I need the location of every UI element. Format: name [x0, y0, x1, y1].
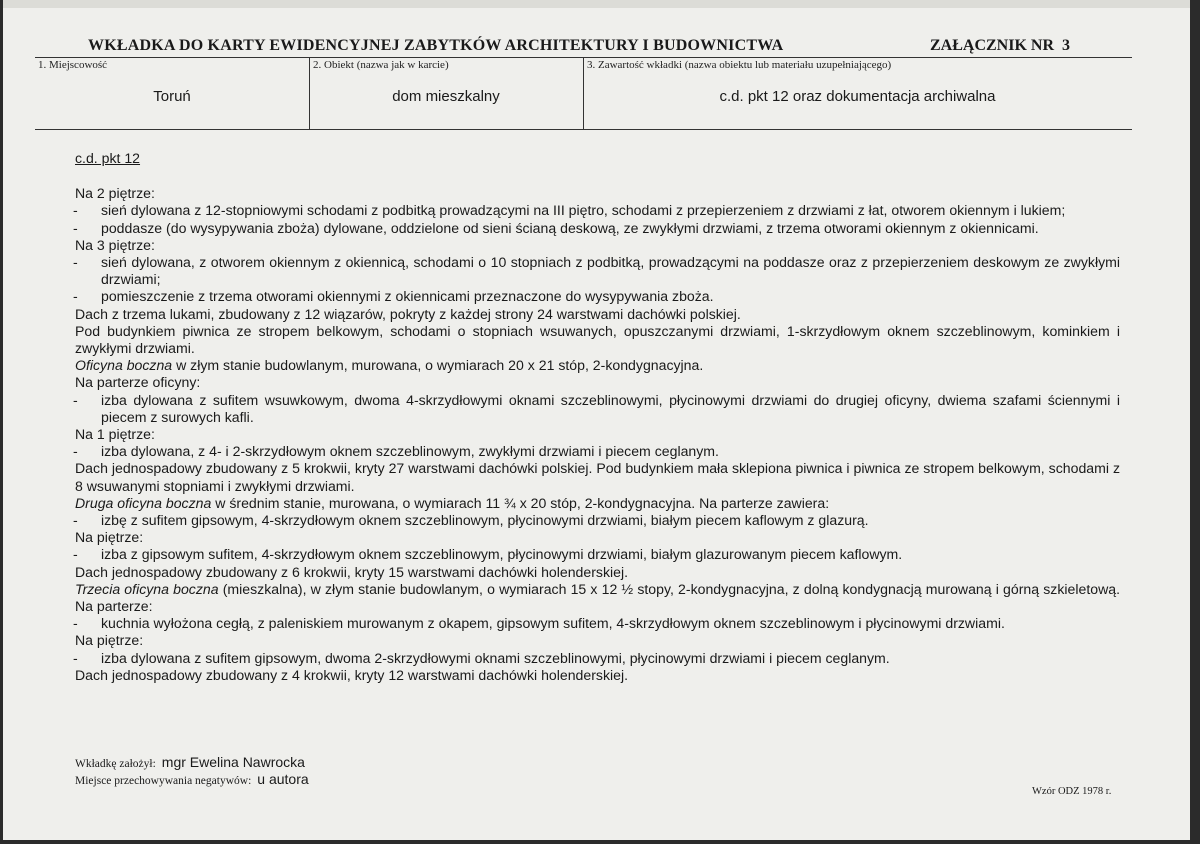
field-value-contents: c.d. pkt 12 oraz dokumentacja archiwalna	[719, 88, 996, 105]
text-run: w średnim stanie, murowana, o wymiarach 11 ¾ x 20 stóp, 2-kondygnacyjna. Na parterze zawiera:	[211, 494, 830, 511]
section-heading: c.d. pkt 12	[75, 150, 141, 166]
italic-heading: Trzecia oficyna boczna	[75, 580, 219, 597]
text-line: Dach jednospadowy zbudowany z 5 krokwii, kryty 27 warstwami dachówki polskiej. Pod budynkiem mała sklepiona piwnica i piwnica ze stropem belkowym, schodami z 8 wsuwanymi stopniami i zwykłymi drzwiami.	[75, 460, 1120, 494]
list-item: - izba dylowana z sufitem wsuwkowym, dwoma 4-skrzydłowymi oknami szczeblinowymi, płycinowymi drzwiami do drugiej oficyny, dwiema szafami ściennymi i piecem z surowych kafli.	[75, 392, 1120, 426]
text-line	[75, 495, 1120, 512]
italic-heading: Oficyna boczna	[75, 357, 173, 374]
field-label-locality: 1. Miejscowość	[38, 59, 108, 71]
text-run: (mieszkalna), w złym stanie budowlanym, o wymiarach 15 x 12 ½ stopy, 2-kondygnacyjna, z dolną kondygnacją murowaną i górną szkieletową. Na parterze:	[75, 580, 1121, 615]
list-item: - sień dylowana, z otworem okiennym z okiennicą, schodami o 10 stopniach z podbitką, prowadzącymi na poddasze oraz z przepierzeniem deskowym ze zwykłymi drzwiami;	[75, 254, 1120, 288]
list-item: - kuchnia wyłożona cegłą, z paleniskiem murowanym z okapem, gipsowym sufitem, 4-skrzydłowym oknem szczeblinowym i płycinowymi drzwiami.	[75, 615, 1120, 632]
annex-heading	[930, 37, 1070, 55]
scan-right-edge	[1190, 0, 1200, 844]
field-label-contents: 3. Zawartość wkładki (nazwa obiektu lub materiału uzupełniającego)	[587, 59, 892, 71]
author-value: mgr Ewelina Nawrocka	[161, 754, 305, 770]
form-title: WKŁADKA DO KARTY EWIDENCYJNEJ ZABYTKÓW ARCHITEKTURY I BUDOWNICTWA	[88, 37, 784, 54]
text-line	[75, 581, 1120, 615]
scan-top-edge	[0, 0, 1200, 8]
list-item: - pomieszczenie z trzema otworami okiennymi z okiennicami przeznaczone do wysypywania zboża.	[75, 288, 1120, 305]
field-value-object: dom mieszkalny	[392, 88, 500, 105]
field-value-locality: Toruń	[153, 88, 191, 105]
form-code: Wzór ODZ 1978 r.	[1032, 786, 1112, 797]
text-line: Dach jednospadowy zbudowany z 6 krokwii, kryty 15 warstwami dachówki holenderskiej.	[75, 563, 629, 580]
text-line	[75, 357, 1120, 374]
author-label: Wkładkę założył:	[75, 758, 156, 770]
text-line: Na parterze oficyny:	[75, 374, 201, 391]
document-body	[75, 150, 1120, 684]
fields-bottom-rule	[35, 129, 1132, 130]
storage-value: u autora	[257, 771, 309, 787]
author-line	[75, 754, 305, 772]
text-line: Na piętrze:	[75, 632, 144, 649]
list-item: - izbę z sufitem gipsowym, 4-skrzydłowym oknem szczeblinowym, płycinowymi drzwiami, białym piecem kaflowym z glazurą.	[75, 512, 1120, 529]
list-item: - izba z gipsowym sufitem, 4-skrzydłowym oknem szczeblinowym, płycinowymi drzwiami, białym glazurowanym piecem kaflowym.	[75, 546, 1120, 563]
field-label-object: 2. Obiekt (nazwa jak w karcie)	[313, 59, 449, 71]
text-line: Dach jednospadowy zbudowany z 4 krokwii, kryty 12 warstwami dachówki holenderskiej.	[75, 666, 629, 683]
storage-line	[75, 771, 309, 789]
annex-label: ZAŁĄCZNIK NR	[930, 37, 1055, 54]
text-run: w złym stanie budowlanym, murowana, o wymiarach 20 x 21 stóp, 2-kondygnacyjna.	[172, 357, 704, 374]
storage-label: Miejsce przechowywania negatywów:	[75, 775, 252, 787]
annex-number: 3	[1062, 37, 1071, 54]
scan-bottom-edge	[0, 840, 1200, 844]
text-line: Na 3 piętrze:	[75, 236, 155, 253]
list-item: - izba dylowana, z 4- i 2-skrzydłowym oknem szczeblinowym, zwykłymi drzwiami i piecem ceglanym.	[75, 443, 1120, 460]
scan-left-edge	[0, 0, 3, 844]
list-item: - sień dylowana z 12-stopniowymi schodami z podbitką prowadzącymi na III piętro, schodami z przepierzeniem z drzwiami z łat, otworem okiennym i lukiem;	[75, 202, 1120, 219]
list-item: - poddasze (do wysypywania zboża) dylowane, oddzielone od sieni ścianą deskową, ze zwykłymi drzwiami, z trzema otworami okiennym z okiennicami.	[75, 220, 1120, 237]
text-line: Na 2 piętrze:	[75, 185, 155, 202]
list-item: - izba dylowana z sufitem gipsowym, dwoma 2-skrzydłowymi oknami szczeblinowymi, płycinowymi drzwiami i piecem ceglanym.	[75, 650, 1120, 667]
text-line: Na piętrze:	[75, 529, 144, 546]
text-line: Dach z trzema lukami, zbudowany z 12 wiązarów, pokryty z każdej strony 24 warstwami dachówki polskiej.	[75, 305, 741, 322]
text-line: Na 1 piętrze:	[75, 426, 155, 443]
italic-heading: Druga oficyna boczna	[75, 494, 212, 511]
text-line: Pod budynkiem piwnica ze stropem belkowym, schodami o stopniach wsuwanych, opuszczanymi drzwiami, 1-skrzydłowym oknem szczeblinowym, kominkiem i zwykłymi drzwiami.	[75, 322, 1120, 357]
